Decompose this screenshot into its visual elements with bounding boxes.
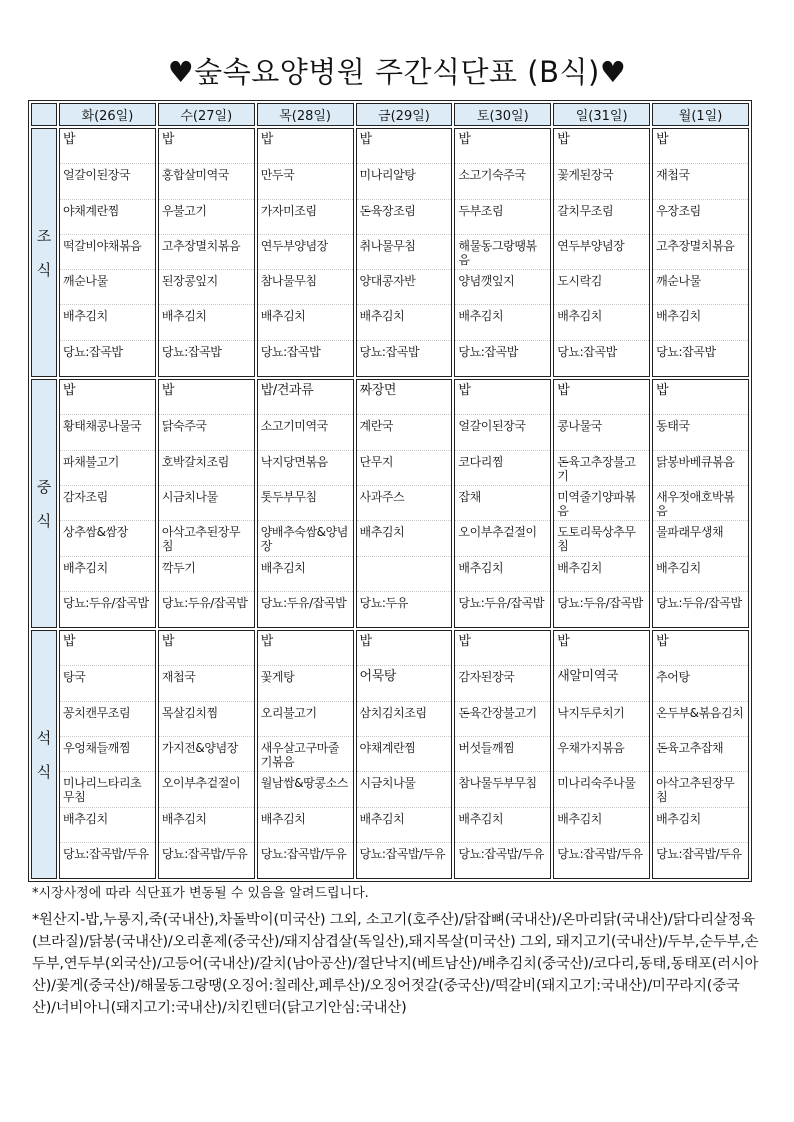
menu-cell <box>356 128 453 377</box>
menu-item: 해물동그랑땡볶음 <box>455 235 550 270</box>
menu-item: 밥 <box>159 631 254 666</box>
menu-item: 배추김치 <box>653 305 748 340</box>
menu-item: 미나리숙주나물 <box>554 772 649 807</box>
menu-item: 당뇨:잡곡밥 <box>458 344 518 359</box>
menu-item: 코다리찜 <box>455 451 550 486</box>
menu-item: 고추장멸치볶음 <box>653 235 748 270</box>
menu-item: 파채불고기 <box>60 451 155 486</box>
menu-item: 양대콩자반 <box>357 270 452 305</box>
menu-item: 당뇨:두유/잡곡밥 <box>260 595 347 610</box>
menu-item: 된장콩잎지 <box>159 270 254 305</box>
menu-item: 미나리느타리초무침 <box>60 772 155 807</box>
menu-item: 배추김치 <box>357 305 452 340</box>
menu-item: 새우살고구마줄기볶음 <box>258 737 353 772</box>
menu-item: 배추김치 <box>554 557 649 592</box>
menu-item: 당뇨:잡곡밥 <box>260 344 321 359</box>
menu-item: 물파래무생채 <box>653 521 748 556</box>
menu-item: 깨순나물 <box>60 270 155 305</box>
menu-item: 목살김치찜 <box>159 702 254 737</box>
menu-item: 배추김치 <box>258 557 353 592</box>
menu-item: 아삭고추된장무침 <box>653 772 748 807</box>
menu-item: 배추김치 <box>357 521 452 556</box>
day-header: 목(28일) <box>257 103 354 126</box>
menu-cell <box>257 379 354 628</box>
menu-item: 배추김치 <box>258 808 353 843</box>
menu-item: 밥 <box>60 380 155 415</box>
menu-item: 밥/견과류 <box>258 380 353 415</box>
day-header: 토(30일) <box>454 103 551 126</box>
menu-item: 돈육간장불고기 <box>455 702 550 737</box>
menu-item: 계란국 <box>357 415 452 450</box>
menu-item: 밥 <box>554 129 649 164</box>
menu-item: 배추김치 <box>60 808 155 843</box>
menu-item: 버섯들깨찜 <box>455 737 550 772</box>
menu-item: 밥 <box>60 631 155 666</box>
menu-item: 밥 <box>455 380 550 415</box>
menu-cell <box>553 379 650 628</box>
menu-item: 상추쌈&쌈장 <box>60 521 155 556</box>
menu-item: 배추김치 <box>258 305 353 340</box>
day-header: 월(1일) <box>652 103 749 126</box>
menu-item: 오리불고기 <box>258 702 353 737</box>
menu-item: 배추김치 <box>653 808 748 843</box>
menu-item: 야채계란찜 <box>60 200 155 235</box>
menu-item: 동태국 <box>653 415 748 450</box>
menu-item: 탕국 <box>60 666 155 701</box>
menu-item: 배추김치 <box>554 808 649 843</box>
day-header: 화(26일) <box>59 103 156 126</box>
menu-cell <box>158 630 255 879</box>
menu-item: 얼갈이된장국 <box>60 164 155 199</box>
menu-item: 밥 <box>357 631 452 666</box>
menu-item: 배추김치 <box>554 305 649 340</box>
menu-item: 홍합살미역국 <box>159 164 254 199</box>
menu-item: 당뇨:잡곡밥 <box>656 344 716 359</box>
page-title: ♥숲속요양병원 주간식단표 (B식)♥ <box>167 55 627 89</box>
menu-item: 배추김치 <box>455 557 550 592</box>
menu-item: 밥 <box>554 380 649 415</box>
menu-item: 추어탕 <box>653 666 748 701</box>
menu-item: 밥 <box>653 380 748 415</box>
menu-item: 취나물무침 <box>357 235 452 270</box>
menu-item: 당뇨:두유/잡곡밥 <box>161 595 248 610</box>
menu-item: 깨순나물 <box>653 270 748 305</box>
menu-item: 갈치무조림 <box>554 200 649 235</box>
menu-item: 밥 <box>554 631 649 666</box>
menu-item: 당뇨:잡곡밥 <box>557 344 617 359</box>
menu-cell <box>454 128 551 377</box>
menu-cell <box>652 379 749 628</box>
menu-item: 우채가지볶음 <box>554 737 649 772</box>
menu-item: 밥 <box>455 129 550 164</box>
menu-item: 배추김치 <box>159 808 254 843</box>
menu-item: 야채계란찜 <box>357 737 452 772</box>
menu-item: 우장조림 <box>653 200 748 235</box>
menu-item: 가지전&양념장 <box>159 737 254 772</box>
menu-item: 당뇨:잡곡밥 <box>359 344 420 359</box>
menu-item: 밥 <box>159 380 254 415</box>
menu-item: 시금치나물 <box>159 486 254 521</box>
menu-item: 당뇨:잡곡밥/두유 <box>656 846 742 861</box>
menu-item: 만두국 <box>258 164 353 199</box>
menu-cell <box>257 128 354 377</box>
weekly-menu-table <box>28 100 752 882</box>
menu-item: 배추김치 <box>159 305 254 340</box>
menu-item: 소고기미역국 <box>258 415 353 450</box>
menu-item: 참나물두부무침 <box>455 772 550 807</box>
menu-item: 연두부양념장 <box>258 235 353 270</box>
menu-cell <box>454 630 551 879</box>
menu-item: 당뇨:잡곡밥 <box>63 344 123 359</box>
menu-item: 당뇨:잡곡밥 <box>161 344 222 359</box>
menu-item: 양배추숙쌈&양념장 <box>258 521 353 556</box>
menu-item: 호박갈치조림 <box>159 451 254 486</box>
menu-item: 새우젓애호박볶음 <box>653 486 748 521</box>
menu-item: 배추김치 <box>455 305 550 340</box>
meal-row <box>31 379 749 628</box>
menu-item: 당뇨:잡곡밥/두유 <box>458 846 545 861</box>
meal-label: 석 식 <box>31 630 57 879</box>
menu-item: 밥 <box>60 129 155 164</box>
menu-item: 돈육고추잡채 <box>653 737 748 772</box>
menu-item: 양념깻잎지 <box>455 270 550 305</box>
menu-cell <box>553 128 650 377</box>
menu-item: 얼갈이된장국 <box>455 415 550 450</box>
menu-item: 온두부&볶음김치 <box>653 702 748 737</box>
menu-item: 짜장면 <box>357 380 452 415</box>
menu-item: 콩나물국 <box>554 415 649 450</box>
menu-item: 낙지당면볶음 <box>258 451 353 486</box>
menu-cell <box>59 630 156 879</box>
day-header: 수(27일) <box>158 103 255 126</box>
day-header: 금(29일) <box>356 103 453 126</box>
menu-item: 돈육장조림 <box>357 200 452 235</box>
menu-cell <box>553 630 650 879</box>
menu-item: 밥 <box>455 631 550 666</box>
menu-item: 닭숙주국 <box>159 415 254 450</box>
menu-item: 우엉채들깨찜 <box>60 737 155 772</box>
menu-item: 닭봉바베큐볶음 <box>653 451 748 486</box>
menu-item: 황태채콩나물국 <box>60 415 155 450</box>
menu-item: 고추장멸치볶음 <box>159 235 254 270</box>
menu-cell <box>59 379 156 628</box>
menu-item: 당뇨:잡곡밥/두유 <box>359 846 446 861</box>
menu-item: 당뇨:두유/잡곡밥 <box>557 595 643 610</box>
menu-item: 밥 <box>258 631 353 666</box>
menu-item: 낙지두루치기 <box>554 702 649 737</box>
meal-row <box>31 128 749 377</box>
day-header: 일(31일) <box>553 103 650 126</box>
day-header-row <box>31 103 749 126</box>
menu-item: 배추김치 <box>60 305 155 340</box>
menu-cell <box>454 379 551 628</box>
menu-item: 배추김치 <box>60 557 155 592</box>
menu-item: 연두부양념장 <box>554 235 649 270</box>
menu-item: 당뇨:잡곡밥/두유 <box>63 846 149 861</box>
menu-cell <box>652 630 749 879</box>
menu-item: 잡채 <box>455 486 550 521</box>
menu-item: 단무지 <box>357 451 452 486</box>
menu-item: 감자된장국 <box>455 666 550 701</box>
menu-item: 도시락김 <box>554 270 649 305</box>
origin-notice: *원산지-밥,누룽지,죽(국내산),차돌박이(미국산) 그외, 소고기(호주산)/닭잡뼈(국내산)/온마리닭(국내산)/닭다리살정육(브라질)/닭봉(국내산)/오리훈제(중국산)/돼지삼겹살(독일산),돼지목살(미국산) 그외, 돼지고기(국내산)/두부,순두부,손두부,연두부(외국산)/고등어(국내산)/갈치(남아공산)/절단낙지(베트남산)/배추김치(중국산)/코다리,동태,동태포(러시아산)/꽃게(중국산)/해물동그랑땡(오징어:칠레산,페루산)/오징어젓갈(중국산)/떡갈비(돼지고기:국내산)/미꾸라지(중국산)/너비아니(돼지고기:국내산)/치킨텐더(닭고기안심:국내산) <box>32 912 759 1016</box>
menu-item: 미나리알탕 <box>357 164 452 199</box>
menu-item: 미역줄기양파볶음 <box>554 486 649 521</box>
menu-item: 떡갈비야채볶음 <box>60 235 155 270</box>
meal-label: 조 식 <box>31 128 57 377</box>
menu-item: 시금치나물 <box>357 772 452 807</box>
menu-cell <box>257 630 354 879</box>
menu-item: 도토리묵상추무침 <box>554 521 649 556</box>
menu-item: 삼치김치조림 <box>357 702 452 737</box>
change-notice: *시장사정에 따라 식단표가 변동될 수 있음을 알려드립니다. <box>32 886 369 901</box>
menu-item: 사과주스 <box>357 486 452 521</box>
menu-item: 배추김치 <box>357 808 452 843</box>
menu-item: 참나물무침 <box>258 270 353 305</box>
menu-item: 돈육고추장불고기 <box>554 451 649 486</box>
menu-item: 밥 <box>653 631 748 666</box>
menu-item: 감자조림 <box>60 486 155 521</box>
menu-item: 당뇨:두유/잡곡밥 <box>63 595 149 610</box>
menu-item: 월남쌈&땅콩소스 <box>258 772 353 807</box>
menu-cell <box>652 128 749 377</box>
menu-item: 밥 <box>258 129 353 164</box>
menu-item: 오이부추겉절이 <box>159 772 254 807</box>
meal-row <box>31 630 749 879</box>
menu-cell <box>158 128 255 377</box>
corner-cell <box>31 103 57 126</box>
menu-item: 당뇨:잡곡밥/두유 <box>260 846 347 861</box>
menu-item: 당뇨:두유/잡곡밥 <box>656 595 742 610</box>
menu-item: 오이부추겉절이 <box>455 521 550 556</box>
menu-cell <box>356 379 453 628</box>
menu-cell <box>158 379 255 628</box>
menu-item: 새알미역국 <box>554 666 649 701</box>
menu-item: 어묵탕 <box>357 666 452 701</box>
menu-item: 깍두기 <box>159 557 254 592</box>
menu-item: 두부조림 <box>455 200 550 235</box>
menu-cell <box>356 630 453 879</box>
menu-item: 당뇨:잡곡밥/두유 <box>557 846 643 861</box>
menu-item: 밥 <box>653 129 748 164</box>
menu-item: 밥 <box>357 129 452 164</box>
menu-item: 꽃게탕 <box>258 666 353 701</box>
menu-item: 꽁치캔무조림 <box>60 702 155 737</box>
menu-item: 재첩국 <box>653 164 748 199</box>
menu-item: 재첩국 <box>159 666 254 701</box>
menu-item <box>357 557 452 592</box>
menu-cell <box>59 128 156 377</box>
menu-item: 배추김치 <box>455 808 550 843</box>
menu-item: 당뇨:잡곡밥/두유 <box>161 846 248 861</box>
menu-item: 밥 <box>159 129 254 164</box>
menu-item: 꽃게된장국 <box>554 164 649 199</box>
meal-label: 중 식 <box>31 379 57 628</box>
menu-item: 배추김치 <box>653 557 748 592</box>
menu-item: 당뇨:두유/잡곡밥 <box>458 595 545 610</box>
menu-item: 소고기숙주국 <box>455 164 550 199</box>
menu-item: 당뇨:두유 <box>359 595 408 610</box>
menu-item: 아삭고추된장무침 <box>159 521 254 556</box>
menu-item: 가자미조림 <box>258 200 353 235</box>
menu-item: 우불고기 <box>159 200 254 235</box>
menu-item: 톳두부무침 <box>258 486 353 521</box>
